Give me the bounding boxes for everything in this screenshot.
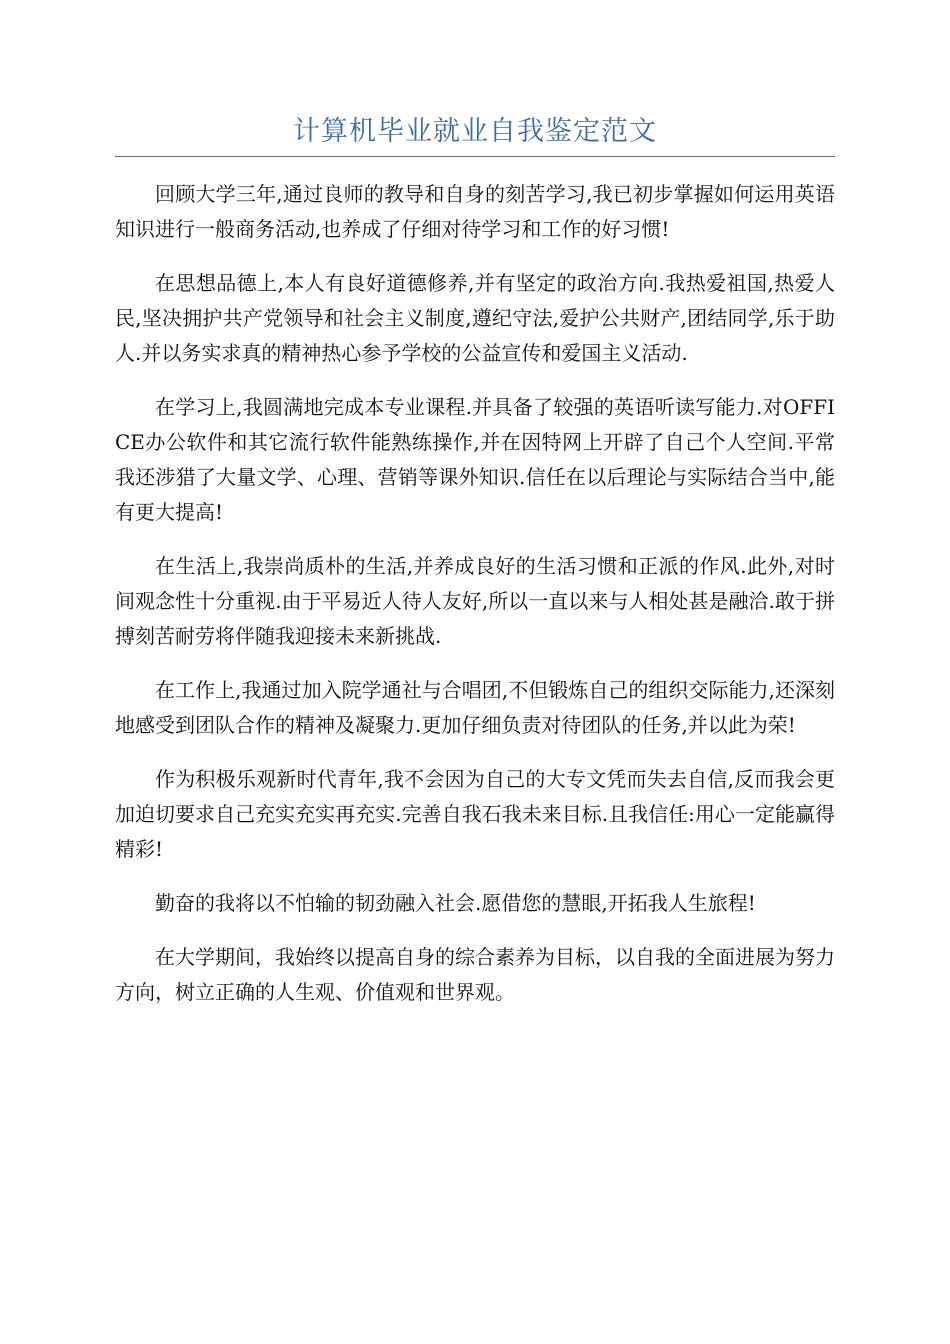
document-title: 计算机毕业就业自我鉴定范文 <box>293 116 657 147</box>
document-body <box>115 177 835 1029</box>
paragraph-study: 在学习上,我圆满地完成本专业课程.并具备了较强的英语听读写能力.对OFFICE办公软件和其它流行软件能熟练操作,并在因特网上开辟了自己个人空间.平常我还涉猎了大量文学、心理、营销等课外知识.信任在以后理论与实际结合当中,能有更大提高! <box>115 395 835 524</box>
paragraph-diligence: 勤奋的我将以不怕输的韧劲融入社会.愿借您的慧眼,开拓我人生旅程! <box>155 891 756 915</box>
paragraph-work: 在工作上,我通过加入院学通社与合唱团,不但锻炼自己的组织交际能力,还深刻地感受到团队合作的精神及凝聚力.更加仔细负责对待团队的任务,并以此为荣! <box>115 678 835 737</box>
paragraph-attitude: 作为积极乐观新时代青年,我不会因为自己的大专文凭而失去自信,反而我会更加迫切要求自己充实充实再充实.完善自我石我未来目标.且我信任:用心一定能赢得精彩! <box>115 767 835 861</box>
paragraph-life: 在生活上,我崇尚质朴的生活,并养成良好的生活习惯和正派的作风.此外,对时间观念性十分重视.由于平易近人待人友好,所以一直以来与人相处甚是融洽.敢于拼搏刻苦耐劳将伴随我迎接未来新挑战. <box>115 554 835 648</box>
paragraph-ideology: 在思想品德上,本人有良好道德修养,并有坚定的政治方向.我热爱祖国,热爱人民,坚决拥护共产党领导和社会主义制度,遵纪守法,爱护公共财产,团结同学,乐于助人.并以务实求真的精神热心参予学校的公益宣传和爱国主义活动. <box>115 271 835 365</box>
paragraph-university: 在大学期间，我始终以提高自身的综合素养为目标，以自我的全面进展为努力方向，树立正确的人生观、价值观和世界观。 <box>115 945 835 1004</box>
title-block <box>115 112 835 157</box>
paragraph-review: 回顾大学三年,通过良师的教导和自身的刻苦学习,我已初步掌握如何运用英语知识进行一般商务活动,也养成了仔细对待学习和工作的好习惯! <box>115 182 835 241</box>
